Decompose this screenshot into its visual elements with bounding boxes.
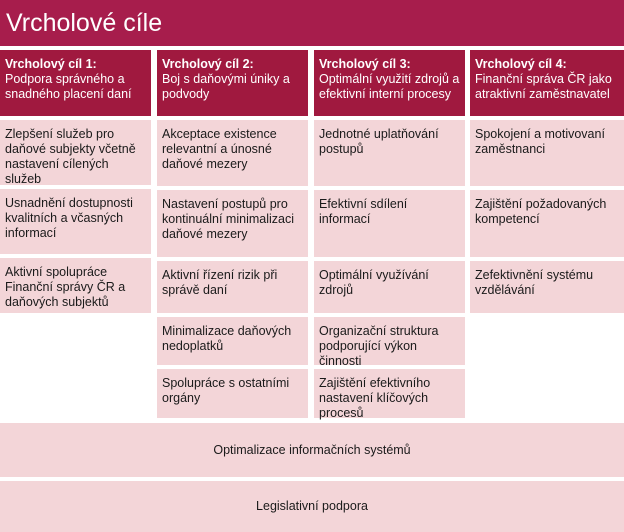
goal-label: Vrcholový cíl 3: xyxy=(319,57,411,71)
goal-text: Podpora správného a snadného placení daní xyxy=(5,72,132,101)
goal-item: Akceptace existence relevantní a únosné daňové mezery xyxy=(157,120,308,186)
bar-information-systems: Optimalizace informačních systémů xyxy=(0,423,624,477)
goal-item: Usnadnění dostupnosti kvalitních a včasných informací xyxy=(0,189,151,254)
goal-item: Jednotné uplatňování postupů xyxy=(314,120,465,186)
goal-header-1 xyxy=(0,50,151,116)
goal-item: Aktivní řízení rizik při správě daní xyxy=(157,261,308,313)
goal-item: Efektivní sdílení informací xyxy=(314,190,465,257)
goal-label: Vrcholový cíl 4: xyxy=(475,57,567,71)
goal-item: Spokojení a motivovaní zaměstnanci xyxy=(470,120,624,186)
goal-item: Minimalizace daňových nedoplatků xyxy=(157,317,308,365)
goal-item: Zlepšení služeb pro daňové subjekty včetně nastavení cílených služeb xyxy=(0,120,151,185)
goal-header-3 xyxy=(314,50,465,116)
goal-item: Organizační struktura podporující výkon činnosti xyxy=(314,317,465,365)
goal-item: Zefektivnění systému vzdělávání xyxy=(470,261,624,313)
goal-label: Vrcholový cíl 1: xyxy=(5,57,97,71)
goal-item: Zajištění požadovaných kompetencí xyxy=(470,190,624,257)
goal-item: Aktivní spolupráce Finanční správy ČR a daňových subjektů xyxy=(0,258,151,313)
goal-item: Zajištění efektivního nastavení klíčových procesů xyxy=(314,369,465,418)
goal-item: Nastavení postupů pro kontinuální minimalizaci daňové mezery xyxy=(157,190,308,257)
bar-legislative-support: Legislativní podpora xyxy=(0,481,624,532)
goal-text: Finanční správa ČR jako atraktivní zaměstnavatel xyxy=(475,72,612,101)
goal-header-2 xyxy=(157,50,308,116)
goal-item: Spolupráce s ostatními orgány xyxy=(157,369,308,418)
goals-diagram xyxy=(0,50,624,532)
goal-label: Vrcholový cíl 2: xyxy=(162,57,254,71)
goal-header-4 xyxy=(470,50,624,116)
goal-item: Optimální využívání zdrojů xyxy=(314,261,465,313)
goal-text: Optimální využití zdrojů a efektivní interní procesy xyxy=(319,72,460,101)
goal-text: Boj s daňovými úniky a podvody xyxy=(162,72,290,101)
page-title: Vrcholové cíle xyxy=(0,0,624,46)
